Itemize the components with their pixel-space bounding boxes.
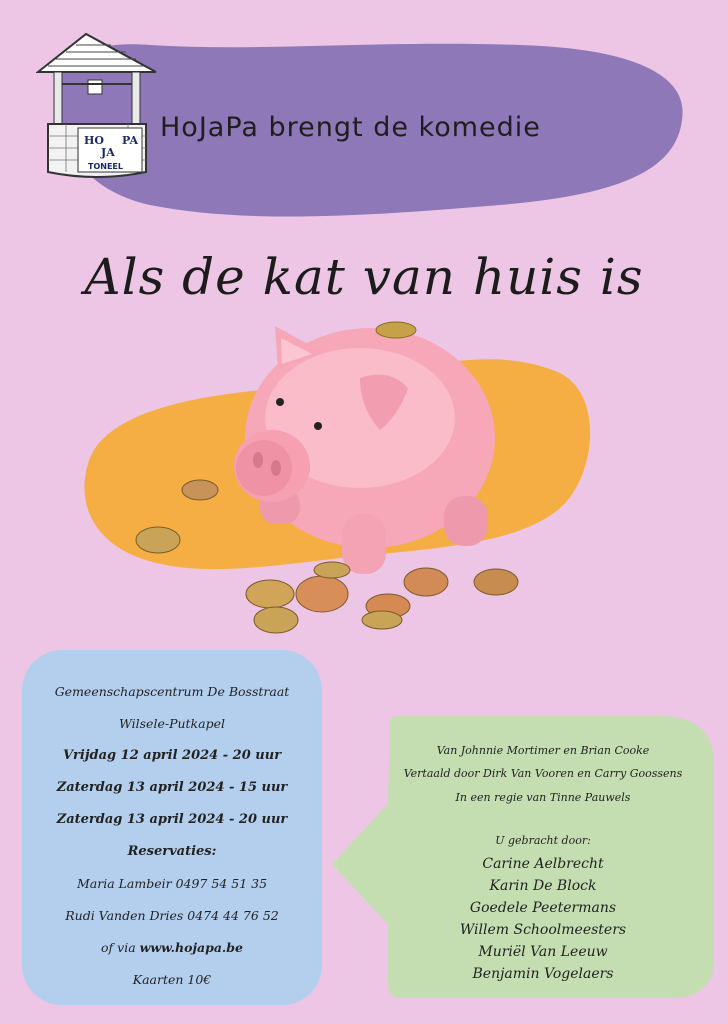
website-link[interactable]: www.hojapa.be (139, 940, 243, 955)
logo-text-pa: PA (122, 134, 139, 147)
cast-member: Benjamin Vogelaers (472, 966, 614, 982)
header-tagline: HoJaPa brengt de komedie (160, 112, 541, 143)
website-prefix: of via (101, 940, 136, 955)
performance-date: Vrijdag 12 april 2024 - 20 uur (62, 748, 282, 763)
cast-heading: U gebracht door: (495, 834, 591, 847)
logo-text-toneel: TONEEL (88, 162, 123, 171)
credits (372, 714, 714, 994)
performance-date: Zaterdag 13 april 2024 - 20 uur (56, 812, 288, 827)
cast-member: Karin De Block (489, 878, 597, 894)
piggy-bank-illustration (60, 318, 600, 648)
performance-date: Zaterdag 13 april 2024 - 15 uur (56, 780, 288, 795)
venue-name: Gemeenschapscentrum De Bosstraat (54, 684, 290, 699)
event-info-box (22, 650, 322, 1005)
website-line (22, 940, 322, 955)
reservation-contact: Rudi Vanden Dries 0474 44 76 52 (65, 908, 279, 923)
cast-member: Muriël Van Leeuw (478, 944, 608, 960)
cast-member: Goedele Peetermans (469, 900, 617, 916)
logo-text-ja: JA (101, 146, 115, 159)
reservation-contact: Maria Lambeir 0497 54 51 35 (76, 876, 268, 891)
ticket-price: Kaarten 10€ (132, 972, 212, 987)
logo-text-ho: HO (84, 134, 104, 147)
well-logo-icon (36, 32, 161, 182)
cast-member: Carine Aelbrecht (482, 856, 604, 872)
page-title: Als de kat van huis is (84, 248, 644, 306)
cast-member: Willem Schoolmeesters (459, 922, 627, 938)
credits-translation: Vertaald door Dirk Van Vooren en Carry Goossens (403, 767, 683, 780)
reservations-heading: Reservaties: (127, 844, 217, 859)
credits-director: In een regie van Tinne Pauwels (455, 791, 631, 804)
credits-authors: Van Johnnie Mortimer en Brian Cooke (436, 744, 650, 757)
venue-place: Wilsele-Putkapel (119, 716, 225, 731)
